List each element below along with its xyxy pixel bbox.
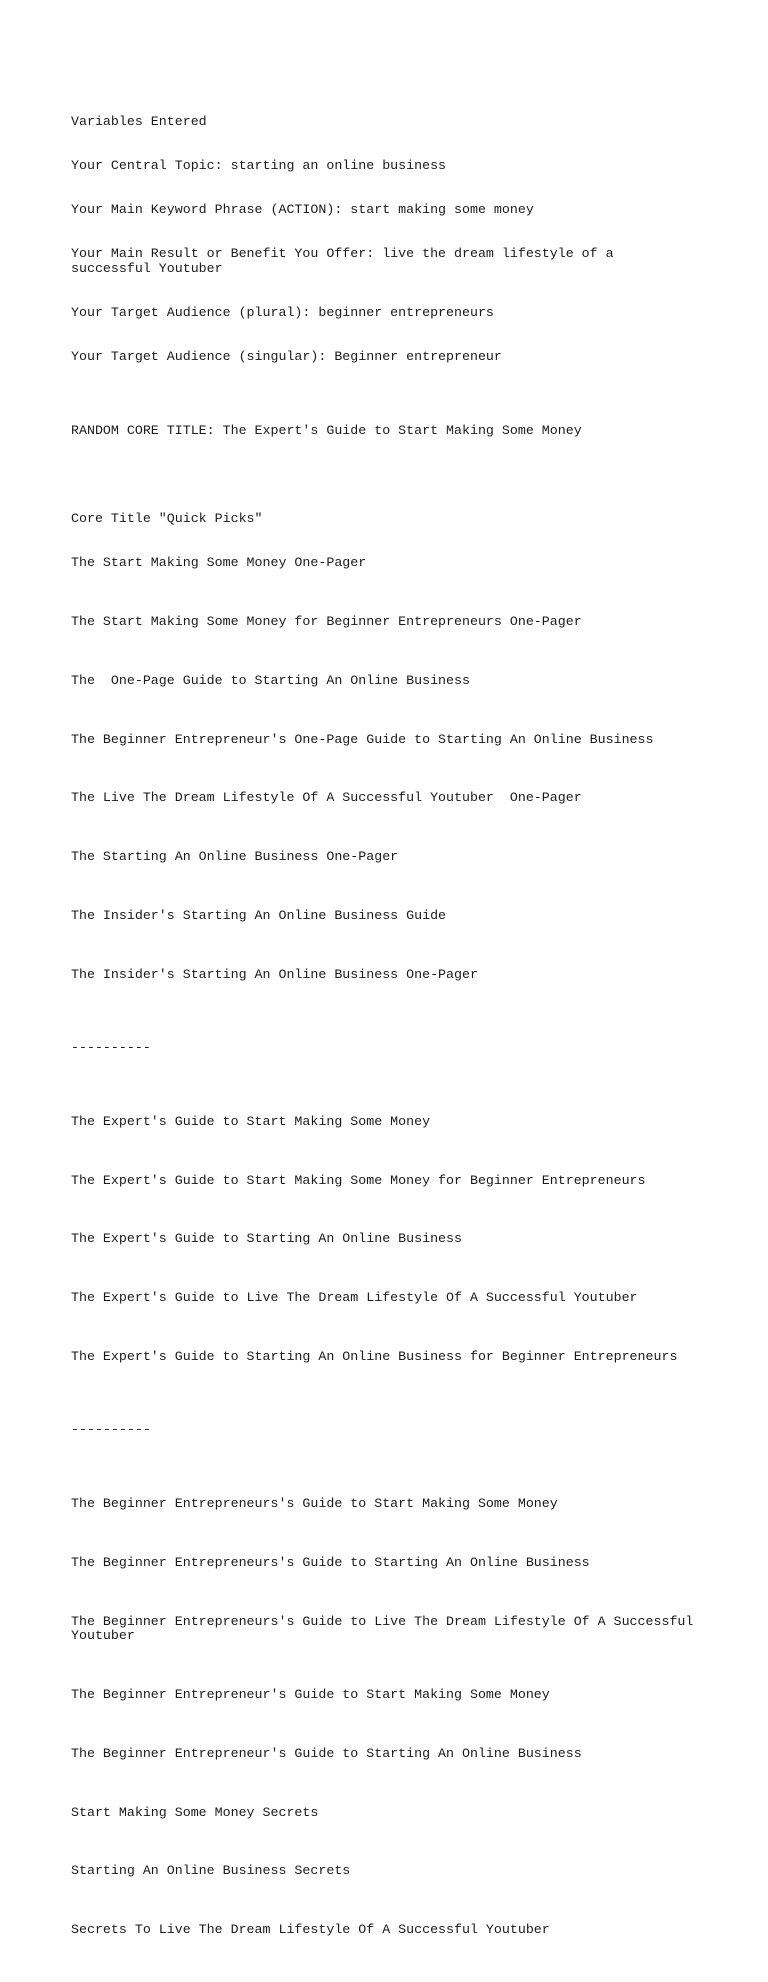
- beginner-title: The Beginner Entrepreneur's Guide to Start Making Some Money: [71, 1687, 550, 1703]
- document-body: [71, 71, 701, 1982]
- quick-pick-title: The One-Page Guide to Starting An Online Business: [71, 672, 470, 688]
- secrets-title: Secrets To Live The Dream Lifestyle Of A Successful Youtuber: [71, 1922, 550, 1938]
- beginner-title: The Beginner Entrepreneurs's Guide to Start Making Some Money: [71, 1495, 558, 1511]
- variable-audience-singular: Your Target Audience (singular): Beginner entrepreneur: [71, 349, 502, 365]
- beginner-title: The Beginner Entrepreneurs's Guide to Live The Dream Lifestyle Of A Successful Youtuber: [71, 1613, 702, 1644]
- variable-main-result: Your Main Result or Benefit You Offer: live the dream lifestyle of a successful Youtuber: [71, 246, 622, 277]
- random-core-title: RANDOM CORE TITLE: The Expert's Guide to Start Making Some Money: [71, 422, 582, 438]
- beginner-title: The Beginner Entrepreneur's Guide to Starting An Online Business: [71, 1745, 582, 1761]
- quick-pick-title: The Insider's Starting An Online Business One-Pager: [71, 966, 478, 982]
- quick-pick-title: The Insider's Starting An Online Business Guide: [71, 907, 447, 923]
- expert-title: The Expert's Guide to Starting An Online Business for Beginner Entrepreneurs: [71, 1348, 678, 1364]
- expert-title: The Expert's Guide to Start Making Some Money for Beginner Entrepreneurs: [71, 1172, 646, 1188]
- quick-pick-title: The Start Making Some Money for Beginner Entrepreneurs One-Pager: [71, 613, 582, 629]
- quick-pick-title: The Beginner Entrepreneur's One-Page Guide to Starting An Online Business: [71, 731, 654, 747]
- variables-heading: Variables Entered: [71, 114, 207, 130]
- quick-pick-title: The Start Making Some Money One-Pager: [71, 555, 367, 571]
- section-separator: ----------: [71, 1422, 151, 1438]
- expert-title: The Expert's Guide to Starting An Online Business: [71, 1231, 462, 1247]
- expert-title: The Expert's Guide to Live The Dream Lifestyle Of A Successful Youtuber: [71, 1290, 638, 1306]
- secrets-title: Start Making Some Money Secrets: [71, 1804, 319, 1820]
- quick-pick-title: The Live The Dream Lifestyle Of A Successful Youtuber One-Pager: [71, 790, 582, 806]
- quick-pick-title: The Starting An Online Business One-Pager: [71, 849, 399, 865]
- variable-audience-plural: Your Target Audience (plural): beginner entrepreneurs: [71, 305, 494, 321]
- variable-central-topic: Your Central Topic: starting an online business: [71, 158, 447, 174]
- expert-title: The Expert's Guide to Start Making Some Money: [71, 1113, 431, 1129]
- section-separator: ----------: [71, 1040, 151, 1056]
- beginner-title: The Beginner Entrepreneurs's Guide to Starting An Online Business: [71, 1554, 590, 1570]
- variable-main-keyword: Your Main Keyword Phrase (ACTION): start making some money: [71, 202, 534, 218]
- secrets-title: Starting An Online Business Secrets: [71, 1863, 351, 1879]
- quick-picks-heading: Core Title "Quick Picks": [71, 511, 263, 527]
